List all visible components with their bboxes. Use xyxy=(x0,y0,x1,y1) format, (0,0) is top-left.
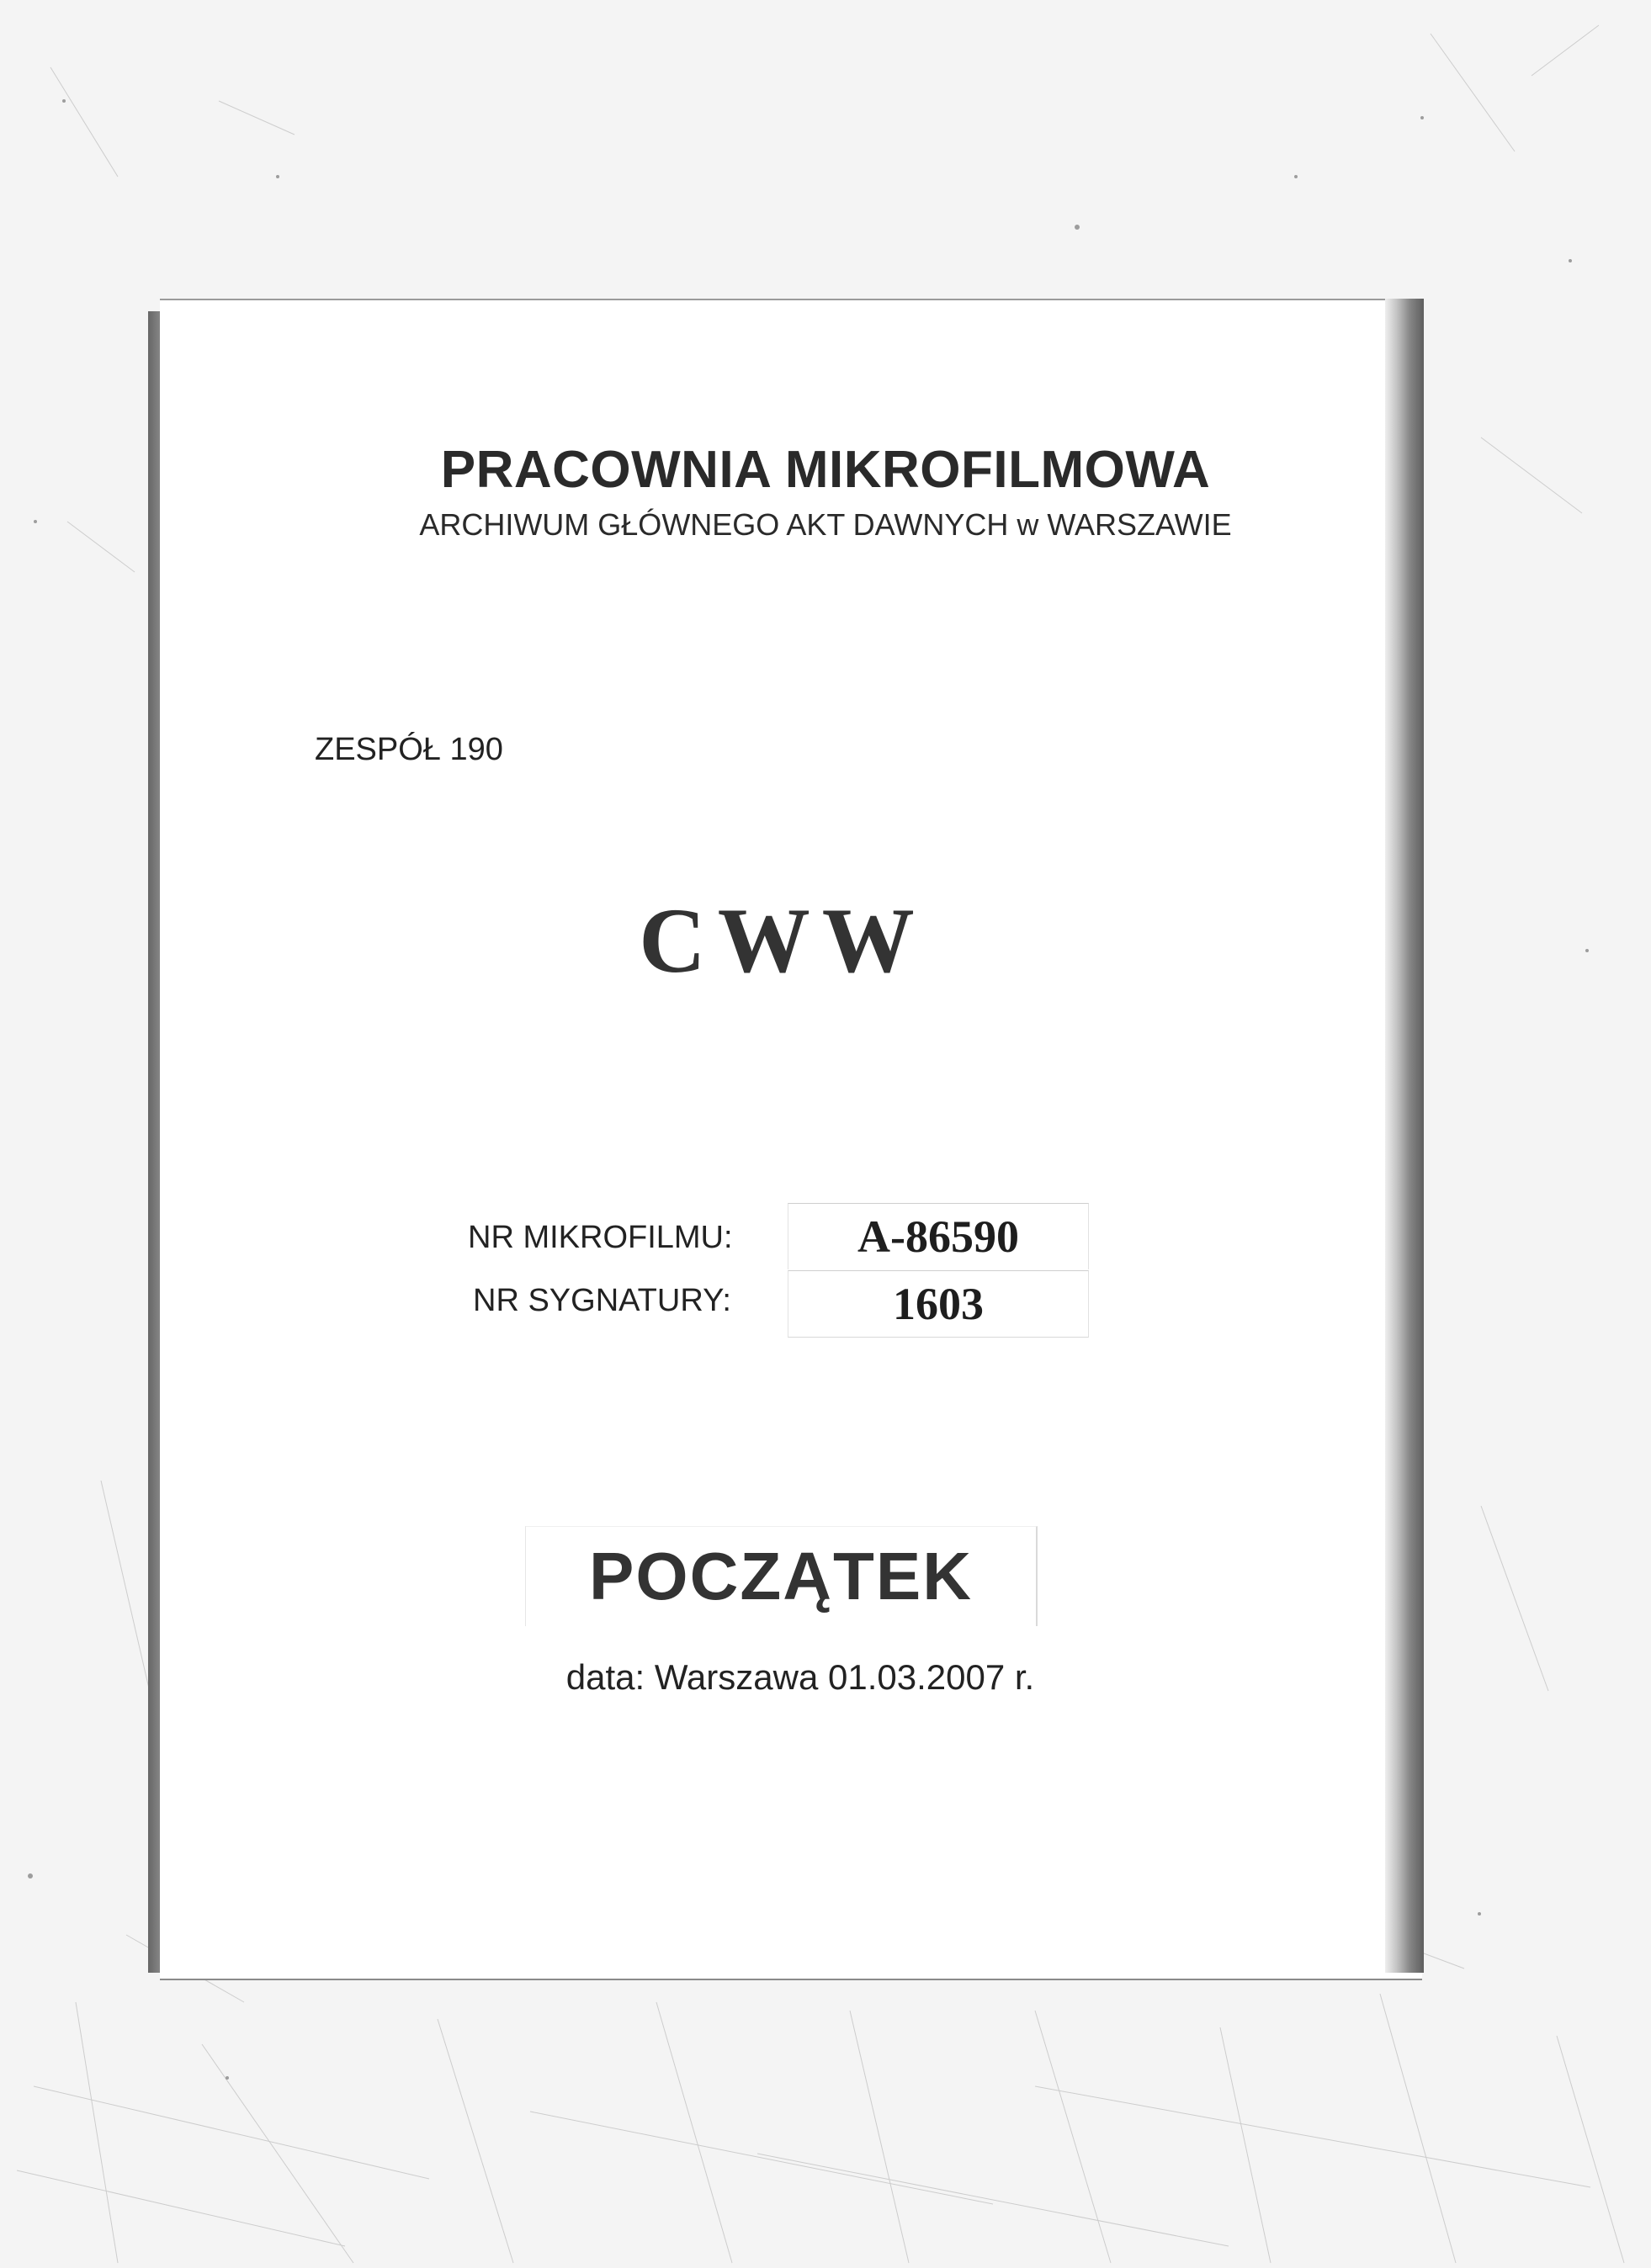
signature-label: NR SYGNATURY: xyxy=(473,1283,731,1318)
microfilm-label: NR MIKROFILMU: xyxy=(468,1220,733,1255)
start-marker: POCZĄTEK xyxy=(525,1526,1038,1626)
date-line: data: Warszawa 01.03.2007 r. xyxy=(565,1657,1035,1697)
signature-number: 1603 xyxy=(788,1270,1089,1338)
paper-sheet xyxy=(160,299,1422,1980)
collection-name: CWW xyxy=(639,889,926,992)
right-page-shadow xyxy=(1385,299,1424,1973)
document-title: PRACOWNIA MIKROFILMOWA xyxy=(440,441,1211,499)
document-subtitle: ARCHIWUM GŁÓWNEGO AKT DAWNYCH w WARSZAWIE xyxy=(419,507,1232,542)
microfilm-number: A-86590 xyxy=(788,1203,1089,1269)
collection-label: ZESPÓŁ 190 xyxy=(315,732,503,767)
